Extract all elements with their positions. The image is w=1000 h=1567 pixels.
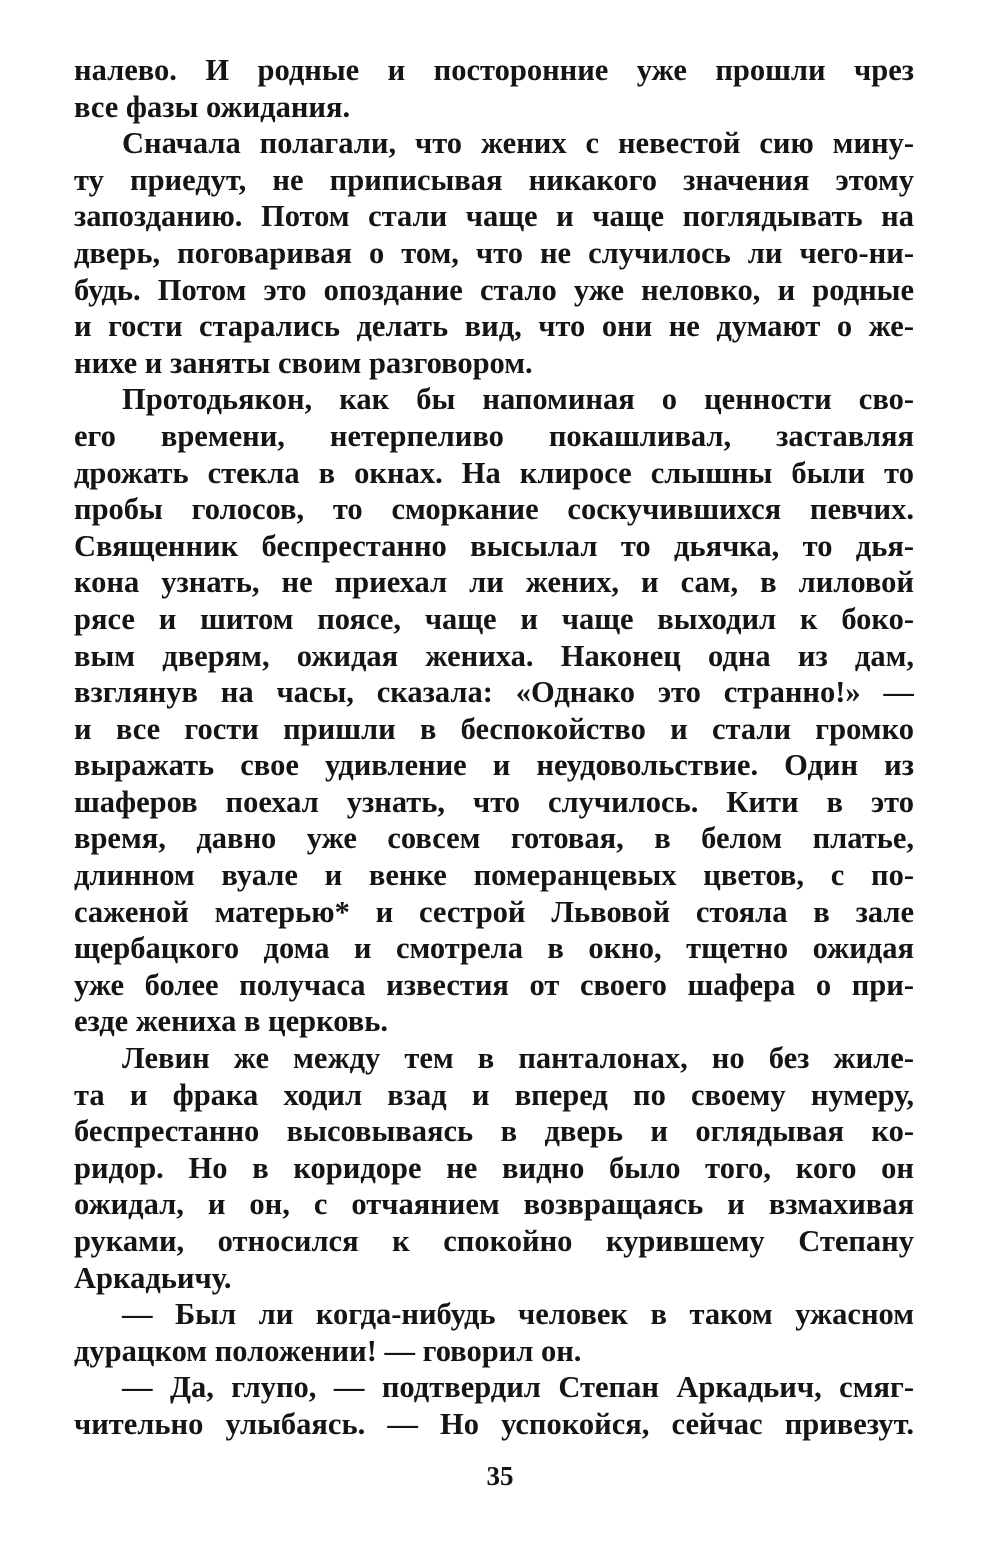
- text-line: взглянув на часы, сказала: «Однако это странно!» —: [74, 675, 914, 710]
- text-line: нихе и заняты своим разговором.: [74, 345, 533, 380]
- body-text: [74, 52, 914, 1443]
- text-line: та и фрака ходил взад и вперед по своему нумеру,: [74, 1077, 914, 1112]
- text-line: саженой матерью* и сестрой Львовой стояла в зале: [74, 894, 914, 929]
- text-line: кона узнать, не приехал ли жених, и сам, в лиловой: [74, 565, 914, 600]
- text-line: запозданию. Потом стали чаще и чаще поглядывать на: [74, 199, 914, 234]
- text-line: Левин же между тем в панталонах, но без жиле-: [122, 1041, 914, 1076]
- text-line: время, давно уже совсем готовая, в белом платье,: [74, 821, 914, 856]
- text-line: ту приедут, не приписывая никакого значения этому: [74, 162, 914, 197]
- text-line: чительно улыбаясь. — Но успокойся, сейчас привезут.: [74, 1406, 914, 1441]
- text-line: и все гости пришли в беспокойство и стали громко: [74, 711, 914, 746]
- text-line: руками, относился к спокойно курившему Степану: [74, 1224, 914, 1258]
- text-line: беспрестанно высовываясь в дверь и оглядывая ко-: [74, 1114, 914, 1149]
- text-line: щербацкого дома и смотрела в окно, тщетно ожидая: [74, 931, 914, 966]
- text-line: все фазы ожидания.: [74, 89, 351, 124]
- text-line: налево. И родные и посторонние уже прошли чрез: [74, 53, 914, 87]
- text-line: Сначала полагали, что жених с невестой сию мину-: [122, 126, 914, 161]
- text-line: Протодьякон, как бы напоминая о ценности сво-: [122, 382, 914, 417]
- page-number: 35: [486, 1461, 514, 1491]
- text-line: вым дверям, ожидая жениха. Наконец одна из дам,: [74, 638, 914, 673]
- text-line: — Да, глупо, — подтвердил Степан Аркадьич, смяг-: [122, 1370, 914, 1405]
- text-line: езде жениха в церковь.: [74, 1004, 389, 1039]
- text-line: выражать свое удивление и неудовольствие. Один из: [74, 748, 914, 783]
- text-line: дверь, поговаривая о том, что не случилось ли чего-ни-: [74, 235, 914, 270]
- text-line: ридор. Но в коридоре не видно было того, кого он: [74, 1150, 914, 1185]
- text-line: — Был ли когда-нибудь человек в таком ужасном: [122, 1297, 914, 1332]
- text-line: Аркадьичу.: [74, 1260, 232, 1295]
- text-line: будь. Потом это опоздание стало уже неловко, и родные: [74, 272, 914, 307]
- text-line: Священник беспрестанно высылал то дьячка, то дья-: [74, 528, 914, 563]
- text-line: пробы голосов, то сморкание соскучившихся певчих.: [74, 492, 914, 527]
- text-line: рясе и шитом поясе, чаще и чаще выходил к боко-: [74, 601, 914, 636]
- text-line: и гости старались делать вид, что они не думают о же-: [74, 309, 914, 344]
- text-line: его времени, нетерпеливо покашливал, заставляя: [74, 418, 914, 453]
- text-line: дрожать стекла в окнах. На клиросе слышны были то: [74, 455, 914, 490]
- text-line: дурацком положении! — говорил он.: [74, 1333, 582, 1368]
- text-line: длинном вуале и венке померанцевых цветов, с по-: [74, 858, 914, 893]
- text-line: шаферов поехал узнать, что случилось. Кити в это: [74, 784, 914, 819]
- text-line: ожидал, и он, с отчаянием возвращаясь и взмахивая: [74, 1187, 914, 1222]
- text-line: уже более получаса известия от своего шафера о при-: [74, 967, 914, 1002]
